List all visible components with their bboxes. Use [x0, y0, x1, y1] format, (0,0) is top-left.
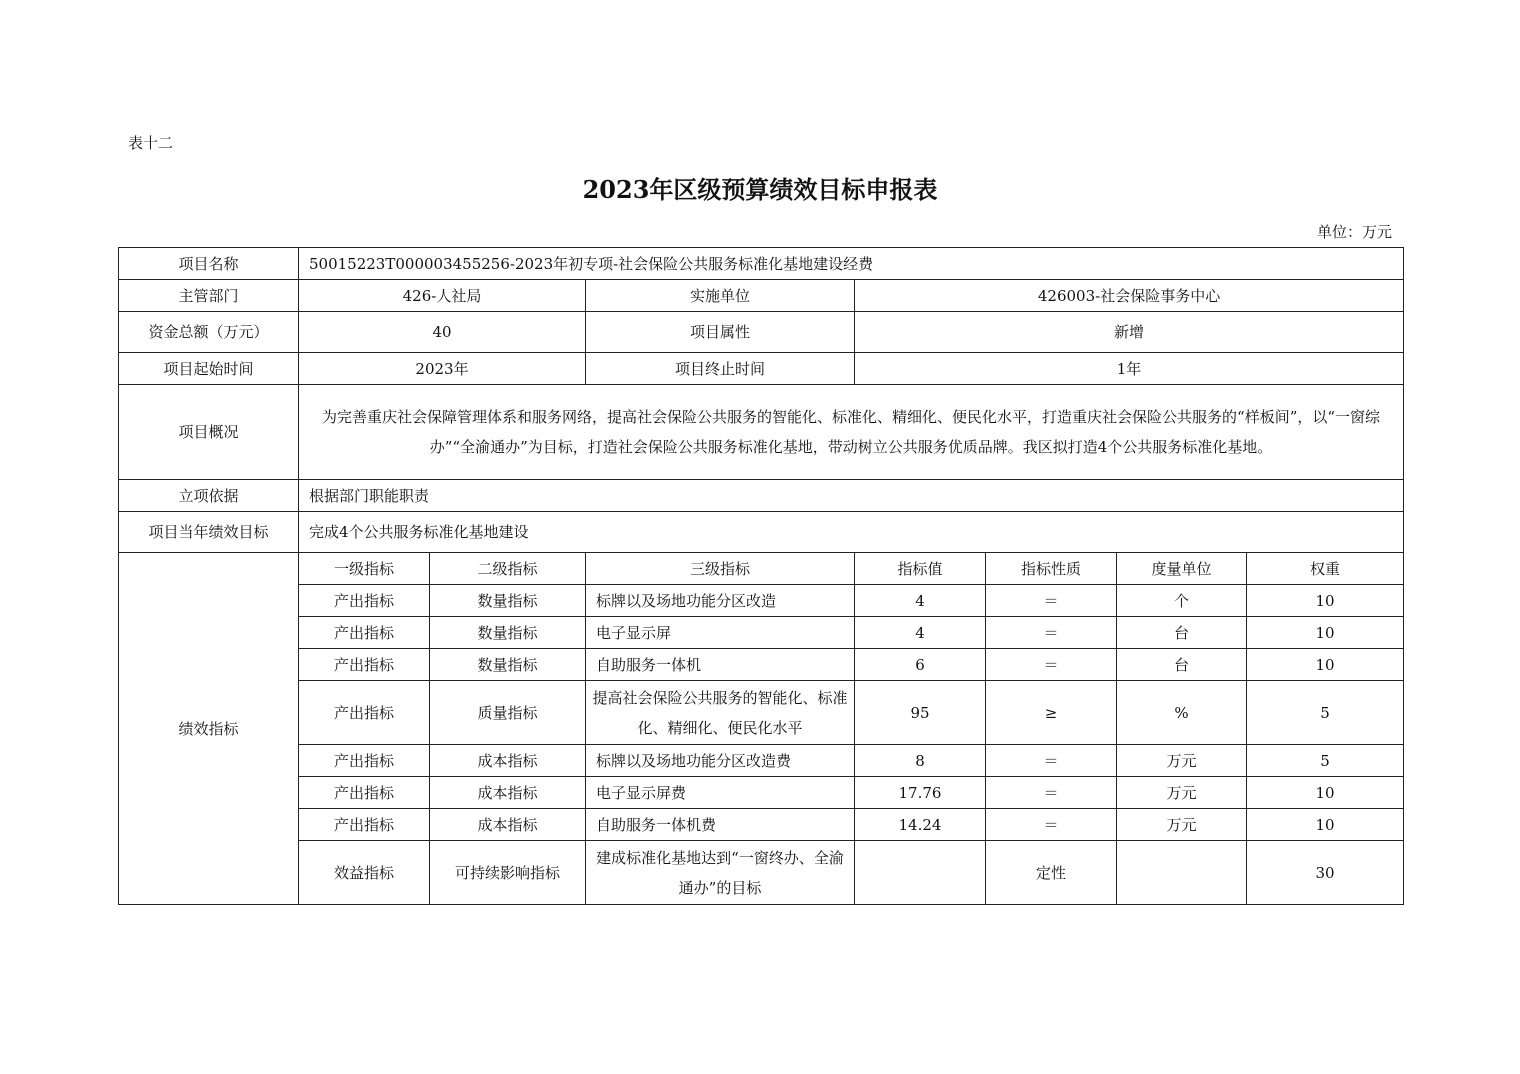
level1-cell: 产出指标 [299, 649, 430, 681]
level1-cell: 产出指标 [299, 585, 430, 617]
table-row [119, 809, 1404, 841]
basis-value: 根据部门职能职责 [299, 480, 1404, 512]
level3-cell: 电子显示屏 [586, 617, 855, 649]
weight-cell: 10 [1247, 585, 1404, 617]
table-row [119, 649, 1404, 681]
level1-cell: 产出指标 [299, 745, 430, 777]
level1-cell: 效益指标 [299, 841, 430, 905]
level2-cell: 数量指标 [430, 617, 586, 649]
header-level1: 一级指标 [299, 553, 430, 585]
unit-cell: 万元 [1117, 809, 1247, 841]
dept-label: 主管部门 [119, 280, 299, 312]
end-value: 1年 [855, 353, 1404, 385]
unit-cell: 万元 [1117, 777, 1247, 809]
start-label: 项目起始时间 [119, 353, 299, 385]
goal-value: 完成4个公共服务标准化基地建设 [299, 512, 1404, 553]
unit-cell: 台 [1117, 649, 1247, 681]
page-title: 2023年区级预算绩效目标申报表 [582, 175, 938, 204]
budget-performance-table [118, 247, 1404, 905]
value-cell [855, 841, 986, 905]
header-weight: 权重 [1247, 553, 1404, 585]
dept-value: 426-人社局 [299, 280, 586, 312]
level2-cell: 质量指标 [430, 681, 586, 745]
table-number: 表十二 [128, 134, 174, 152]
level3-cell: 标牌以及场地功能分区改造费 [586, 745, 855, 777]
fund-label: 资金总额（万元） [119, 312, 299, 353]
nature-cell: ≥ [986, 681, 1117, 745]
nature-cell: ＝ [986, 809, 1117, 841]
attr-value: 新增 [855, 312, 1404, 353]
unit-cell: % [1117, 681, 1247, 745]
header-level2: 二级指标 [430, 553, 586, 585]
value-cell: 17.76 [855, 777, 986, 809]
level2-cell: 成本指标 [430, 777, 586, 809]
weight-cell: 10 [1247, 649, 1404, 681]
weight-cell: 10 [1247, 777, 1404, 809]
weight-cell: 30 [1247, 841, 1404, 905]
value-cell: 8 [855, 745, 986, 777]
level2-cell: 成本指标 [430, 809, 586, 841]
value-cell: 4 [855, 585, 986, 617]
level2-cell: 成本指标 [430, 745, 586, 777]
table-row [119, 841, 1404, 905]
level1-cell: 产出指标 [299, 809, 430, 841]
header-level3: 三级指标 [586, 553, 855, 585]
value-cell: 6 [855, 649, 986, 681]
value-cell: 14.24 [855, 809, 986, 841]
level1-cell: 产出指标 [299, 777, 430, 809]
indicator-header-row [119, 553, 1404, 585]
level3-cell: 自助服务一体机费 [586, 809, 855, 841]
level1-cell: 产出指标 [299, 617, 430, 649]
overview-label: 项目概况 [119, 385, 299, 480]
impl-label: 实施单位 [586, 280, 855, 312]
header-value: 指标值 [855, 553, 986, 585]
nature-cell: 定性 [986, 841, 1117, 905]
fund-value: 40 [299, 312, 586, 353]
nature-cell: ＝ [986, 777, 1117, 809]
goal-label: 项目当年绩效目标 [119, 512, 299, 553]
weight-cell: 5 [1247, 681, 1404, 745]
weight-cell: 10 [1247, 809, 1404, 841]
value-cell: 4 [855, 617, 986, 649]
level2-cell: 可持续影响指标 [430, 841, 586, 905]
level2-cell: 数量指标 [430, 649, 586, 681]
nature-cell: ＝ [986, 649, 1117, 681]
unit-cell: 万元 [1117, 745, 1247, 777]
basis-label: 立项依据 [119, 480, 299, 512]
level3-cell: 标牌以及场地功能分区改造 [586, 585, 855, 617]
header-nature: 指标性质 [986, 553, 1117, 585]
unit-cell: 台 [1117, 617, 1247, 649]
table-row [119, 585, 1404, 617]
level3-cell: 建成标准化基地达到“一窗终办、全渝通办”的目标 [586, 841, 855, 905]
table-row [119, 681, 1404, 745]
level3-cell: 自助服务一体机 [586, 649, 855, 681]
table-row [119, 777, 1404, 809]
header-unit: 度量单位 [1117, 553, 1247, 585]
start-value: 2023年 [299, 353, 586, 385]
level1-cell: 产出指标 [299, 681, 430, 745]
unit-label: 单位：万元 [1316, 223, 1392, 241]
overview-value: 为完善重庆社会保障管理体系和服务网络，提高社会保险公共服务的智能化、标准化、精细化、便民化水平，打造重庆社会保险公共服务的“样板间”，以“一窗综办”“全渝通办”为目标，打造社会保险公共服务标准化基地，带动树立公共服务优质品牌。我区拟打造4个公共服务标准化基地。 [299, 385, 1404, 480]
unit-cell: 个 [1117, 585, 1247, 617]
end-label: 项目终止时间 [586, 353, 855, 385]
project-name-value: 50015223T000003455256-2023年初专项-社会保险公共服务标准化基地建设经费 [299, 248, 1404, 280]
table-row [119, 617, 1404, 649]
value-cell: 95 [855, 681, 986, 745]
nature-cell: ＝ [986, 617, 1117, 649]
nature-cell: ＝ [986, 585, 1117, 617]
indicators-section-label: 绩效指标 [119, 553, 299, 905]
level2-cell: 数量指标 [430, 585, 586, 617]
weight-cell: 10 [1247, 617, 1404, 649]
project-name-label: 项目名称 [119, 248, 299, 280]
impl-value: 426003-社会保险事务中心 [855, 280, 1404, 312]
level3-cell: 提高社会保险公共服务的智能化、标准化、精细化、便民化水平 [586, 681, 855, 745]
table-row [119, 745, 1404, 777]
weight-cell: 5 [1247, 745, 1404, 777]
nature-cell: ＝ [986, 745, 1117, 777]
attr-label: 项目属性 [586, 312, 855, 353]
unit-cell [1117, 841, 1247, 905]
level3-cell: 电子显示屏费 [586, 777, 855, 809]
